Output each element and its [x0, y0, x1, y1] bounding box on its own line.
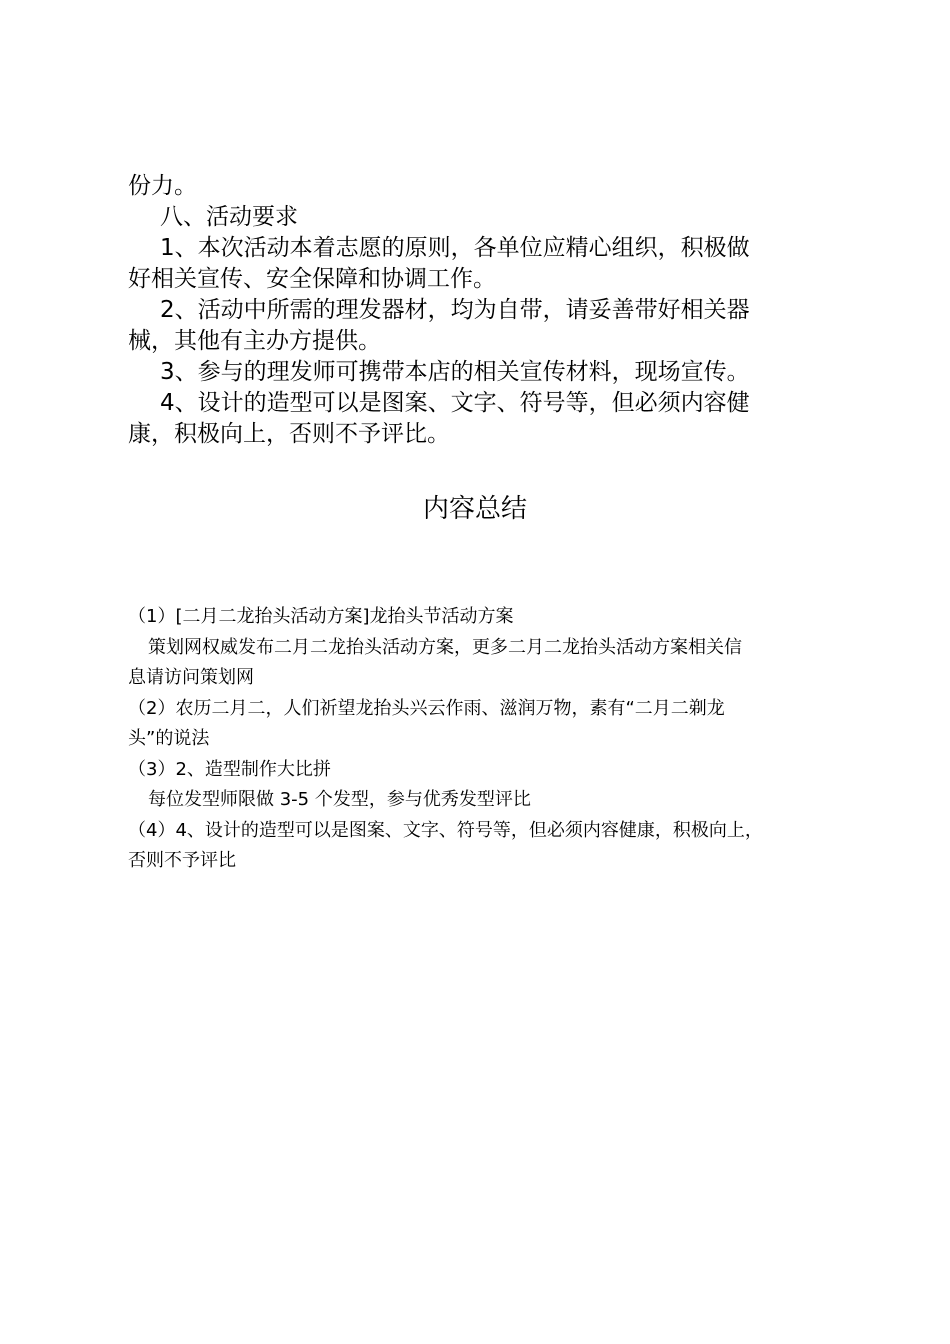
requirement-2-line-1: 2、活动中所需的理发器材，均为自带，请妥善带好相关器	[160, 297, 750, 323]
section-heading: 八、活动要求	[160, 204, 298, 230]
summary-item-4-line-2: 否则不予评比	[128, 850, 236, 871]
summary-title: 内容总结	[422, 494, 527, 524]
summary-list	[128, 602, 858, 877]
requirement-1-line-2: 好相关宣传、安全保障和协调工作。	[128, 266, 496, 292]
requirement-4-line-2: 康，积极向上，否则不予评比。	[128, 421, 450, 447]
requirement-3-line-1: 3、参与的理发师可携带本店的相关宣传材料，现场宣传。	[160, 359, 750, 385]
paragraph-continuation: 份力。	[128, 173, 197, 199]
summary-item-4-line-1: （4）4、设计的造型可以是图案、文字、符号等，但必须内容健康，积极向上，	[128, 819, 763, 841]
summary-item-1-line-2: 息请访问策划网	[128, 667, 254, 688]
summary-item-3-line-1: 每位发型师限做 3-5 个发型，参与优秀发型评比	[148, 789, 531, 810]
summary-item-2-line-1: （2）农历二月二，人们祈望龙抬头兴云作雨、滋润万物，素有“二月二剃龙	[128, 697, 725, 719]
requirement-1-line-1: 1、本次活动本着志愿的原则，各单位应精心组织，积极做	[160, 235, 750, 261]
summary-item-1-heading: （1）[二月二龙抬头活动方案]龙抬头节活动方案	[128, 606, 514, 627]
summary-item-2-line-2: 头”的说法	[128, 728, 210, 749]
summary-item-1-line-1: 策划网权威发布二月二龙抬头活动方案，更多二月二龙抬头活动方案相关信	[148, 636, 742, 658]
requirement-2-line-2: 械，其他有主办方提供。	[128, 328, 381, 354]
requirement-4-line-1: 4、设计的造型可以是图案、文字、符号等，但必须内容健	[160, 390, 750, 416]
body-text	[128, 171, 828, 450]
summary-item-3-heading: （3）2、造型制作大比拼	[128, 758, 331, 780]
